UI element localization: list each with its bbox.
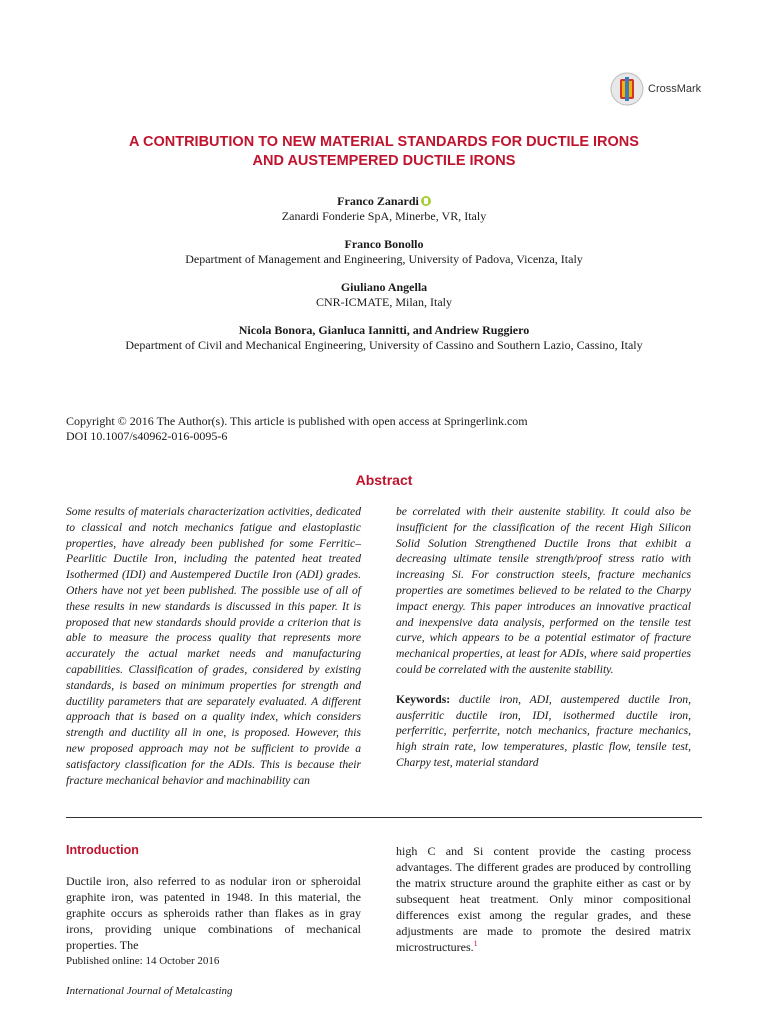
crossmark-badge[interactable] [610,72,701,106]
author-affiliation: Department of Civil and Mechanical Engineering, University of Cassino and Southern Lazio, Cassino, Italy [125,338,643,352]
abstract-heading: Abstract [355,472,413,488]
author-name-line [0,194,768,209]
keywords-list: ductile iron, ADI, austempered ductile Iron, ausferritic ductile iron, IDI, isothermed ductile iron, perferritic, perferrite, notch mechanics, fracture mechanics, high strain rate, low temperatures, plastic flow, tensile test, Charpy test, material standard [396,692,691,769]
crossmark-label: CrossMark [648,83,702,95]
author-list [0,194,768,366]
author-block [0,280,768,310]
keywords-label: Keywords: [396,692,451,706]
author-name: Franco Zanardi [337,194,419,208]
author-block [0,194,768,224]
author-block [0,237,768,267]
keywords [396,692,691,771]
published-date: Published online: 14 October 2016 [66,955,220,967]
introduction-text-right [396,843,691,955]
title-line-2: AND AUSTEMPERED DUCTILE IRONS [252,153,516,169]
copyright-notice [66,414,528,444]
title-line-1: A CONTRIBUTION TO NEW MATERIAL STANDARDS FOR DUCTILE IRONS [129,134,639,150]
copyright-line: Copyright © 2016 The Author(s). This article is published with open access at Springerlink.com [66,414,528,428]
abstract-column-left: Some results of materials characterization activities, dedicated to classical and notch mechanics fatigue and elastoplastic properties, have already been published for some Ferritic–Pearlitic Ductile Iron, including the patented heat treated Isothermed (IDI) and Austempered Ductile Iron (ADI) grades. Others have not yet been published. The possible use of all of these results in new standards is discussed in this paper. It is proposed that new standards should provide a criterion that is able to measure the process quality that represents more accurately the actual market needs and manufacturing capabilities. Classification of grades, considered by existing standards, is based on minimum properties for strength and ductility parameters that are separately evaluated. A different approach that is based on a quality index, which considers strength and ductility all in one, is proposed. However, this new proposed approach may not be sufficient to provide a satisfactory classification for the ADIs. This is because their fracture mechanical behavior and machinability can [66,505,361,787]
abstract-column-right [396,504,691,771]
journal-name: International Journal of Metalcasting [66,985,233,997]
abstract-text-continued: be correlated with their austenite stability. It could also be insufficient for the classification of the recent High Silicon Solid Solution Strengthened Ductile Irons that exhibit a decreasing ultimate tensile strength/proof stress ratio with increasing Si. For construction steels, fracture mechanics properties are sometimes believed to be related to the Charpy impact energy. This paper introduces an innovative practical and inexpensive data analysis, performed on the tensile test curve, which appears to be a potential estimator of fracture mechanical properties, at least for ADIs, where said properties could be correlated with the austenite stability. [396,505,691,676]
article-title [0,133,768,171]
doi-line: DOI 10.1007/s40962-016-0095-6 [66,429,228,443]
introduction-paragraph: high C and Si content provide the casting process advantages. The different grades are produced by controlling the matrix structure around the graphite either as cast or by subsequent heat treatment. Only minor compositional differences exist among the regular grades, and these adjustments are made to promote the desired matrix microstructures. [396,844,691,954]
author-name: Nicola Bonora, Gianluca Iannitti, and Andriew Ruggiero [238,323,530,337]
section-divider [66,817,702,818]
introduction-heading: Introduction [66,843,139,857]
footnote-ref[interactable]: 1 [473,939,478,948]
crossmark-icon [610,72,644,106]
author-block [0,323,768,353]
author-name: Franco Bonollo [344,237,424,251]
orcid-icon[interactable] [421,196,431,206]
author-affiliation: Zanardi Fonderie SpA, Minerbe, VR, Italy [281,209,487,223]
author-affiliation: Department of Management and Engineering, University of Padova, Vicenza, Italy [185,252,583,266]
author-name: Giuliano Angella [340,280,428,294]
introduction-text-left: Ductile iron, also referred to as nodular iron or spheroidal graphite iron, was patented in 1948. In this material, the graphite occurs as spheroids rather than flakes as in gray irons, providing unique combinations of mechanical properties. The [66,874,361,952]
author-affiliation: CNR-ICMATE, Milan, Italy [316,295,452,309]
